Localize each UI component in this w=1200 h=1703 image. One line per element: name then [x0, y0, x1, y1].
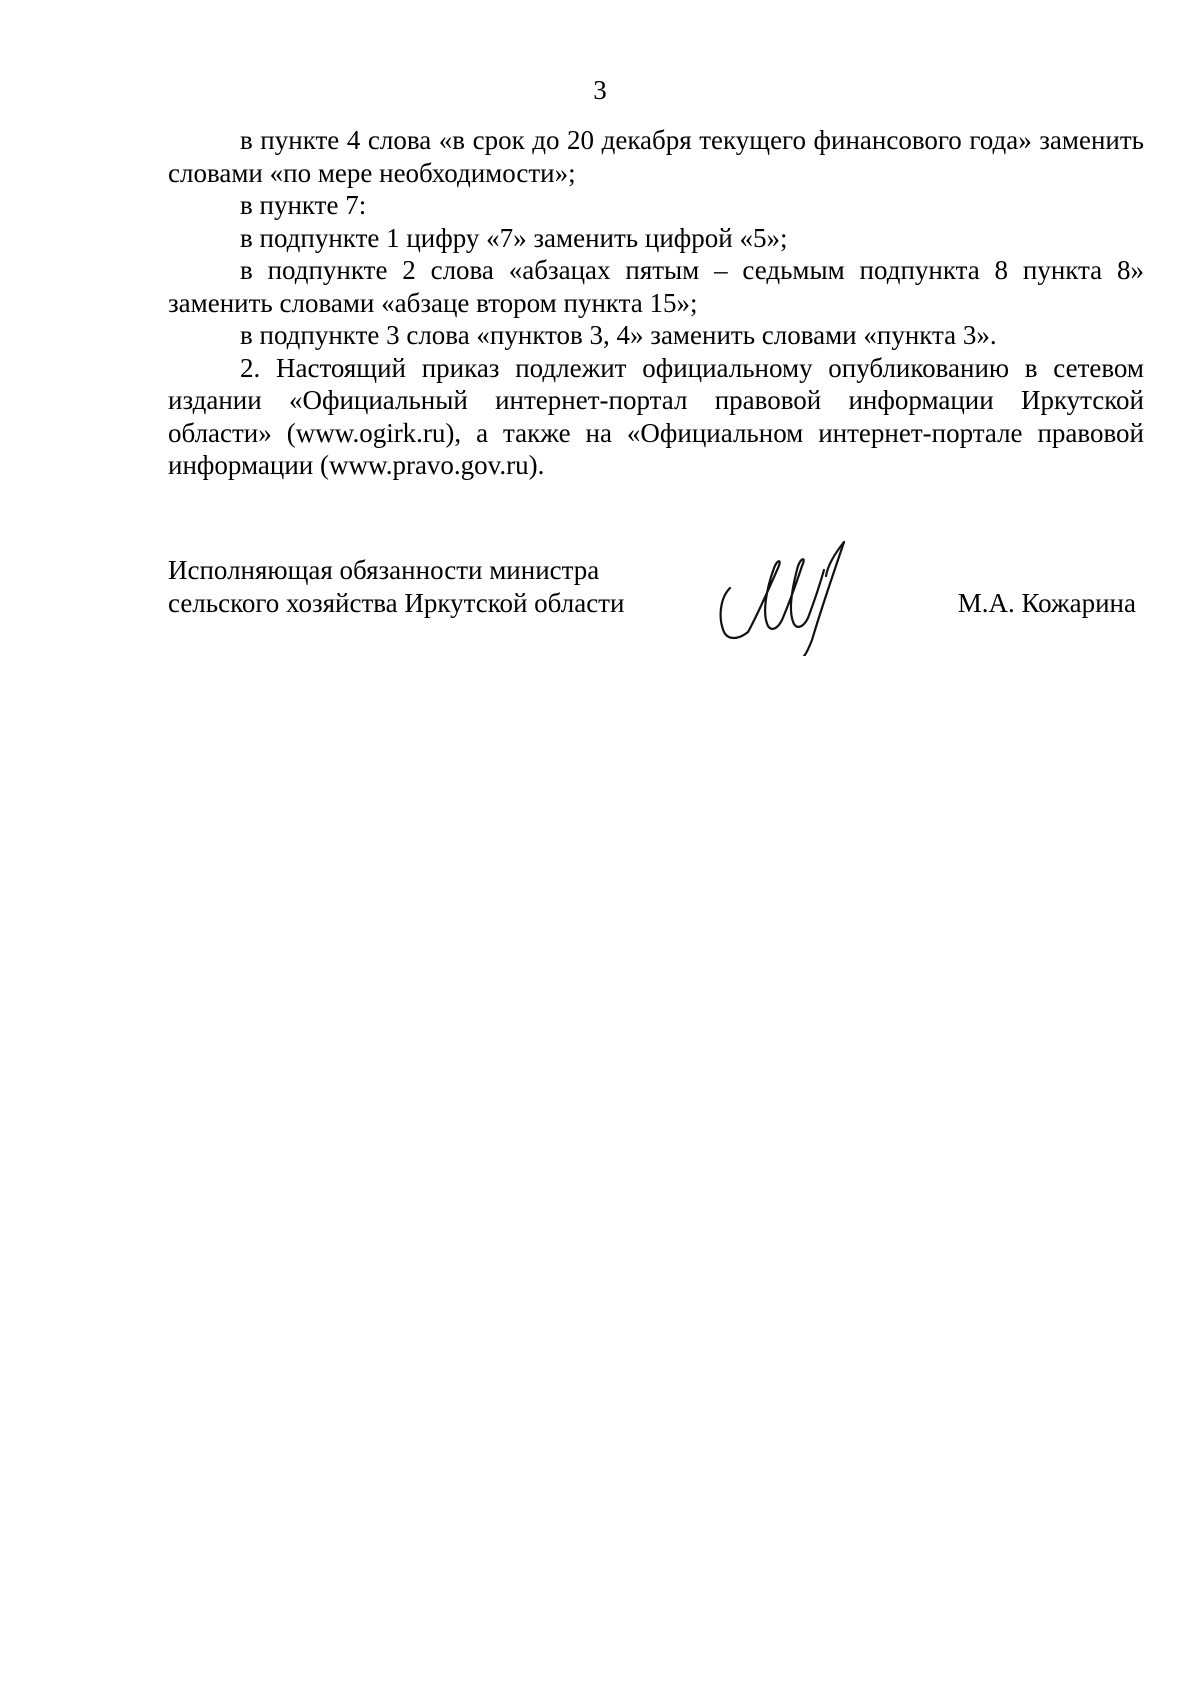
signer-title-line-1: Исполняющая обязанности министра: [168, 555, 600, 585]
paragraph-6: 2. Настоящий приказ подлежит официальному опубликованию в сетевом издании «Официальный интернет-портал правовой информации Иркутской области» (www.ogirk.ru), а также на «Официальном интернет-портале правовой информации (www.pravo.gov.ru).: [168, 352, 1144, 480]
signer-title-line-2: сельского хозяйства Иркутской области: [168, 588, 625, 618]
paragraph-5: в подпункте 3 слова «пунктов 3, 4» заменить словами «пункта 3».: [240, 320, 997, 350]
signer-title: [168, 554, 624, 620]
handwritten-signature-icon: [708, 536, 868, 656]
paragraph-2: в пункте 7:: [240, 190, 367, 220]
signer-name: М.А. Кожарина: [957, 588, 1136, 618]
document-body: [168, 124, 1144, 482]
page-number: 3: [593, 75, 607, 105]
paragraph-3: в подпункте 1 цифру «7» заменить цифрой «5»;: [240, 222, 788, 253]
paragraph-4: в подпункте 2 слова «абзацах пятым – седьмым подпункта 8 пункта 8» заменить словами «абзаце втором пункта 15»;: [168, 255, 1144, 318]
signature-block: [168, 554, 1144, 664]
paragraph-1: в пункте 4 слова «в срок до 20 декабря текущего финансового года» заменить словами «по мере необходимости»;: [168, 125, 1144, 188]
